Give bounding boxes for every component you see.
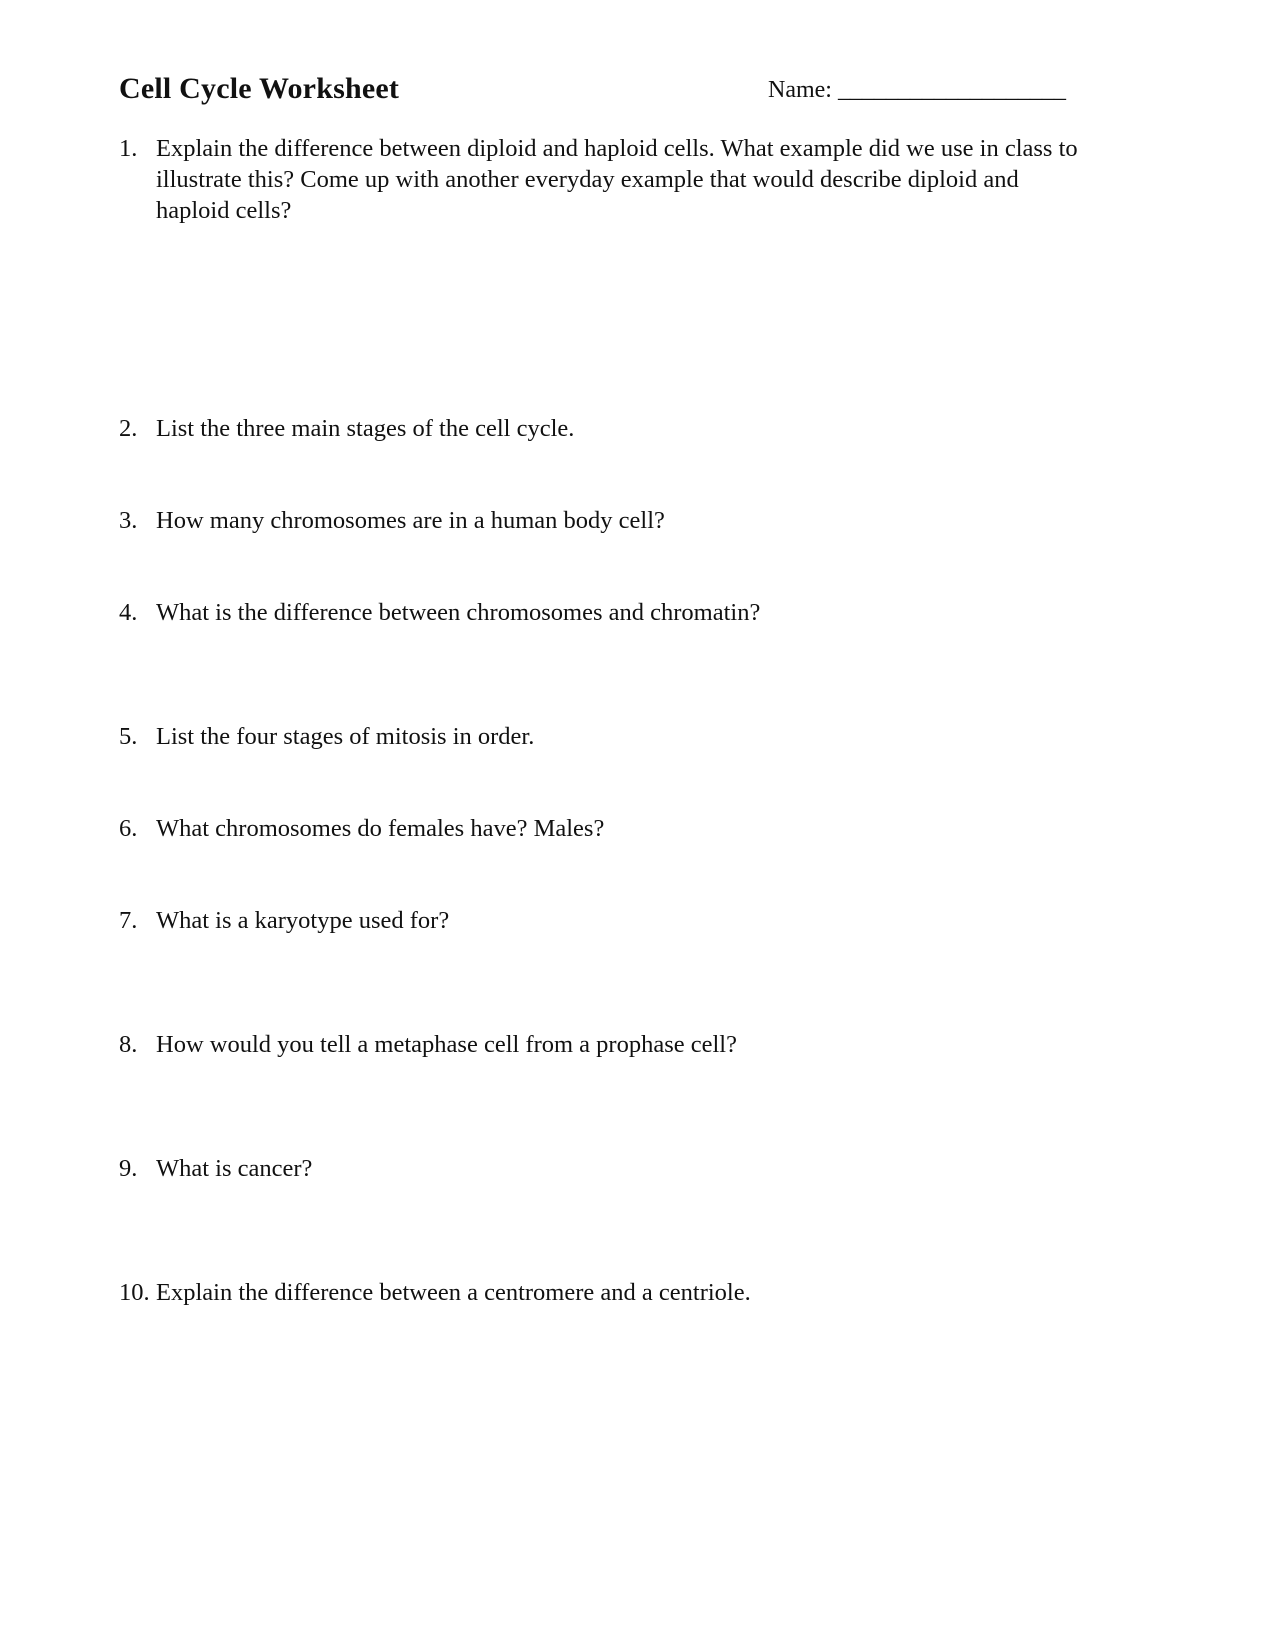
question-text-line: What is the difference between chromosomes and chromatin? — [156, 599, 761, 626]
question-text-line: Explain the difference between a centromere and a centriole. — [156, 1279, 751, 1306]
question-text-line: illustrate this? Come up with another everyday example that would describe diploid and — [156, 166, 1019, 193]
question-text-line: How would you tell a metaphase cell from a prophase cell? — [156, 1031, 737, 1058]
name-field-label: Name: ___________________ — [768, 77, 1066, 103]
question-number: 2. — [119, 415, 138, 442]
question-text — [156, 813, 604, 844]
question-text — [156, 1153, 312, 1184]
question-number: 10. — [119, 1279, 150, 1306]
question-text — [156, 597, 760, 628]
question-text — [156, 1029, 737, 1060]
question-text-line: What is cancer? — [156, 1155, 313, 1182]
question-text — [156, 133, 1078, 226]
question-number: 1. — [119, 135, 138, 162]
question-text-line: haploid cells? — [156, 197, 292, 224]
question-text-line: What chromosomes do females have? Males? — [156, 815, 605, 842]
question-text-line: List the three main stages of the cell cycle. — [156, 415, 575, 442]
question-text — [156, 1277, 751, 1308]
question-number: 4. — [119, 599, 138, 626]
question-number: 6. — [119, 815, 138, 842]
question-text — [156, 721, 534, 752]
question-text-line: How many chromosomes are in a human body cell? — [156, 507, 665, 534]
question-number: 9. — [119, 1155, 138, 1182]
question-text — [156, 505, 665, 536]
question-text — [156, 413, 574, 444]
question-text-line: List the four stages of mitosis in order. — [156, 723, 535, 750]
question-number: 5. — [119, 723, 138, 750]
question-text-line: Explain the difference between diploid and haploid cells. What example did we use in class to — [156, 135, 1078, 162]
question-number: 3. — [119, 507, 138, 534]
worksheet-title: Cell Cycle Worksheet — [119, 72, 400, 105]
question-number: 7. — [119, 907, 138, 934]
question-text-line: What is a karyotype used for? — [156, 907, 450, 934]
question-number: 8. — [119, 1031, 138, 1058]
question-text — [156, 905, 449, 936]
